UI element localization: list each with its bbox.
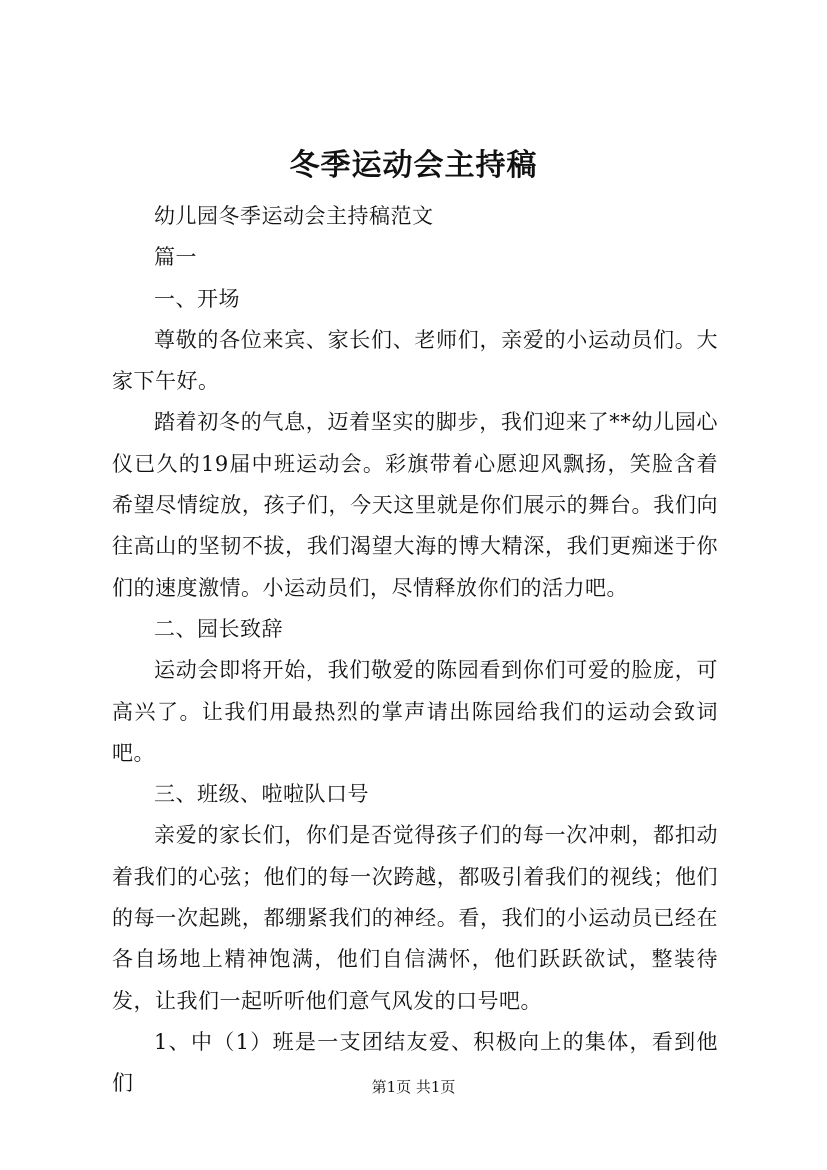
document-body	[112, 196, 718, 1105]
section-heading-opening: 一、开场	[154, 286, 240, 311]
page-footer: 第1页 共1页	[371, 1078, 456, 1096]
document-title: 冬季运动会主持稿	[289, 148, 538, 183]
body-paragraph: 踏着初冬的气息，迈着坚实的脚步，我们迎来了**幼儿园心仪已久的19届中班运动会。彩旗带着心愿迎风飘扬，笑脸含着希望尽情绽放，孩子们，今天这里就是你们展示的舞台。我们向往高山的坚韧不拔，我们渴望大海的博大精深，我们更痴迷于你们的速度激情。小运动员们，尽情释放你们的活力吧。	[112, 410, 718, 600]
body-paragraph: 1、中（1）班是一支团结友爱、积极向上的集体，看到他们	[112, 1029, 718, 1096]
section-label: 篇一	[154, 245, 197, 270]
subtitle-paragraph: 幼儿园冬季运动会主持稿范文	[154, 204, 434, 228]
body-paragraph: 运动会即将开始，我们敬爱的陈园看到你们可爱的脸庞，可高兴了。让我们用最热烈的掌声请出陈园给我们的运动会致词吧。	[112, 658, 718, 765]
body-paragraph: 尊敬的各位来宾、家长们、老师们，亲爱的小运动员们。大家下午好。	[112, 327, 718, 394]
section-heading-slogans: 三、班级、啦啦队口号	[154, 782, 369, 807]
body-paragraph: 亲爱的家长们，你们是否觉得孩子们的每一次冲刺，都扣动着我们的心弦；他们的每一次跨越，都吸引着我们的视线；他们的每一次起跳，都绷紧我们的神经。看，我们的小运动员已经在各自场地上精神饱满，他们自信满怀，他们跃跃欲试，整装待发，让我们一起听听他们意气风发的口号吧。	[112, 823, 718, 1013]
section-heading-speech: 二、园长致辞	[154, 616, 283, 641]
